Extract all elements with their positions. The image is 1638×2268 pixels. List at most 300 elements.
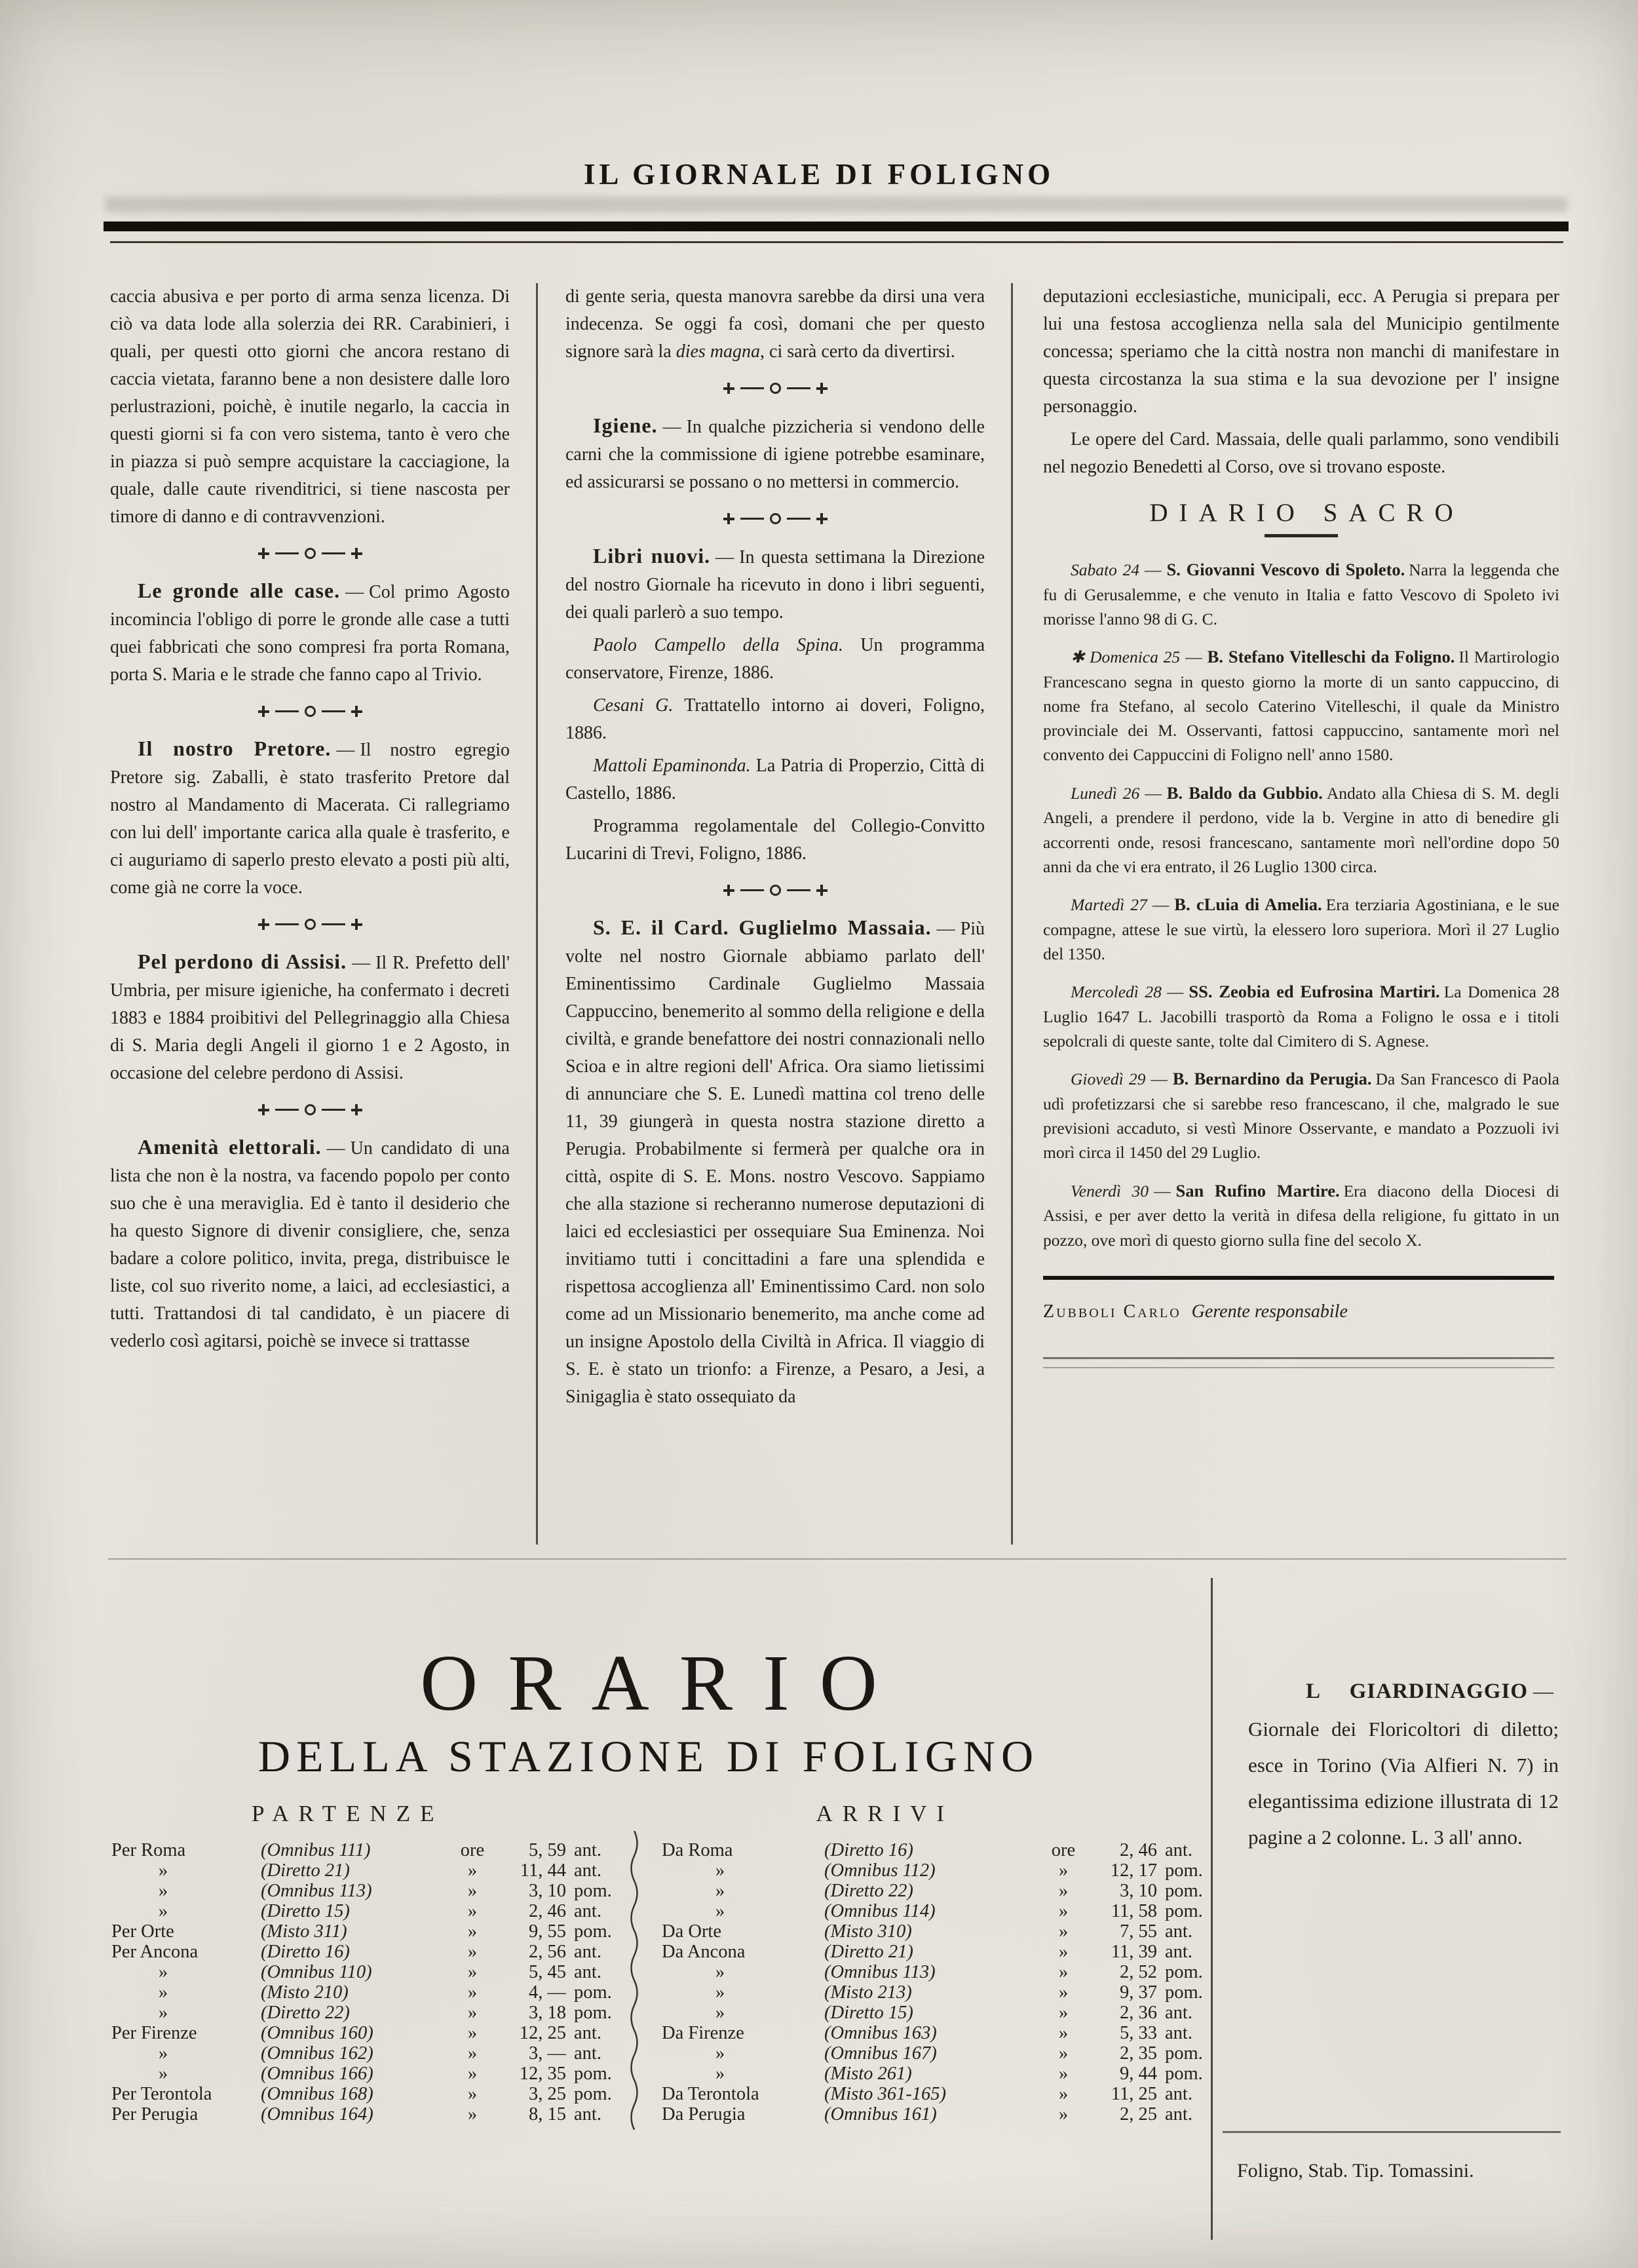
cell-destination: »	[715, 1860, 725, 1881]
gerente-name: Zubboli Carlo	[1043, 1301, 1181, 1322]
book-item	[565, 692, 985, 747]
cell-destination: »	[715, 1880, 725, 1901]
ornament-line	[275, 1109, 299, 1111]
cell-mark: »	[467, 1961, 478, 1982]
cell-suffix: pom.	[1165, 1982, 1203, 2003]
section-dash: —	[345, 582, 364, 602]
cell-time: 3, 18	[529, 2002, 566, 2023]
cell-mark: »	[467, 1982, 478, 2003]
book-item	[565, 632, 985, 687]
article-section	[110, 575, 510, 689]
table-row	[662, 2022, 1192, 2043]
article-section	[110, 1131, 510, 1355]
cell-destination: Da Terontola	[662, 2083, 759, 2104]
cell-train: (Diretto 21)	[824, 1941, 913, 1962]
cell-time: 3, 10	[1120, 1880, 1157, 1901]
cell-train: (Omnibus 164)	[261, 2104, 373, 2124]
section-ornament	[110, 706, 510, 717]
cell-mark: »	[467, 2043, 478, 2064]
cell-time: 9, 55	[529, 1921, 566, 1942]
cell-suffix: pom.	[574, 2063, 612, 2084]
table-row	[111, 2023, 611, 2043]
cell-suffix: ant.	[574, 2022, 601, 2043]
cell-suffix: pom.	[1165, 1900, 1203, 1921]
cell-train: (Diretto 16)	[261, 1941, 350, 1962]
cell-suffix: ant.	[1165, 1941, 1192, 1962]
cell-time: 11, 58	[1111, 1900, 1157, 1921]
diario-entry	[1043, 557, 1559, 631]
book-title: Trattatello intorno ai doveri, Foligno, 1886.	[565, 695, 985, 743]
column-3	[1011, 283, 1559, 1545]
section-dash: —	[336, 740, 355, 760]
article-continuation: deputazioni ecclesiastiche, municipali, ecc. A Perugia si prepara per lui una festosa accoglienza nella sala del Municipio gentilmente concessa; speriamo che la città nostra non manchi di manifestare in questa circostanza la sua stima e la sua devozione per l' insigne personaggio.	[1043, 286, 1559, 417]
cell-suffix: ant.	[574, 2043, 601, 2064]
diario-sacro-heading: DIARIO SACRO	[1149, 499, 1464, 527]
section-title: Il nostro Pretore.	[138, 737, 332, 760]
entry-title: B. Bernardino da Perugia.	[1172, 1069, 1372, 1089]
cell-suffix: ant.	[1165, 2002, 1192, 2023]
continuation-text: , ci sarà certo da divertirsi.	[760, 341, 955, 362]
cell-train: (Misto 310)	[824, 1921, 912, 1942]
cell-mark: ore	[460, 1839, 485, 1860]
cell-time: 5, 33	[1120, 2022, 1157, 2043]
article-paragraph: Le opere del Card. Massaia, delle quali parlammo, sono vendibili nel negozio Benedetti al Corso, ove si trovano esposte.	[1043, 429, 1559, 477]
cell-suffix: pom.	[1165, 1860, 1203, 1881]
ornament-line	[322, 1109, 345, 1111]
timetable-section	[111, 1639, 1203, 2124]
entry-day: Venerdì 30	[1071, 1181, 1149, 1201]
ornament-cross	[723, 513, 734, 524]
article-continuation	[565, 283, 985, 366]
cell-suffix: ant.	[574, 1941, 601, 1962]
entry-text: Era terziaria Agostiniana, e le sue compagne, attese le sue virtù, la elessero loro superiora. Morì il 27 Luglio del 1350.	[1043, 895, 1559, 963]
book-author: Mattoli Epaminonda.	[593, 756, 751, 776]
cell-train: (Omnibus 160)	[261, 2022, 373, 2043]
table-row	[662, 1961, 1203, 1982]
cell-suffix: pom.	[1165, 1880, 1203, 1901]
ornament-cross	[816, 885, 828, 896]
cell-time: 12, 35	[519, 2063, 566, 2084]
table-row	[111, 1860, 611, 1881]
entry-day: Lunedì 26	[1071, 783, 1140, 803]
entry-day: ✱ Domenica 25	[1071, 647, 1181, 667]
section-text: Col primo Agosto incomincia l'obligo di porre le gronde alle case a tutti quei fabbricati che sono compresi fra porta Romana, porta S. Maria e le strade che fanno capo al Trivio.	[110, 582, 510, 685]
ornament-line	[787, 889, 810, 891]
cell-train: (Omnibus 111)	[261, 1839, 371, 1860]
cell-mark: »	[1058, 2083, 1069, 2104]
cell-time: 12, 25	[519, 2022, 566, 2043]
cell-time: 3, 25	[529, 2083, 566, 2104]
cell-time: 7, 55	[1120, 1921, 1157, 1942]
table-row	[111, 2084, 611, 2104]
ornament-dot	[305, 1104, 316, 1115]
article-section	[565, 410, 985, 496]
cell-time: 2, 25	[1120, 2104, 1157, 2124]
cell-time: 5, 59	[529, 1839, 566, 1860]
article-section	[565, 912, 985, 1411]
section-dash: —	[326, 1138, 345, 1159]
book-item	[565, 752, 985, 807]
cell-train: (Misto 261)	[824, 2063, 912, 2084]
section-title: Amenità elettorali.	[138, 1135, 322, 1159]
ornament-cross	[351, 919, 362, 930]
ornament-line	[740, 387, 764, 389]
table-row	[111, 2043, 611, 2064]
cell-destination: »	[158, 1961, 168, 1982]
cell-suffix: pom.	[574, 2002, 612, 2023]
cell-train: (Diretto 21)	[261, 1860, 350, 1881]
entry-day: Sabato 24	[1071, 560, 1139, 579]
cell-suffix: ant.	[1165, 1921, 1192, 1942]
section-title: Pel perdono di Assisi.	[138, 950, 347, 973]
section-title: Libri nuovi.	[593, 544, 711, 567]
cell-train: (Misto 361-165)	[824, 2083, 947, 2104]
ornament-line	[787, 387, 810, 389]
section-text: Più volte nel nostro Giornale abbiamo parlato dell' Eminentissimo Cardinale Guglielmo Massaia Cappuccino, benemerito al sommo della religione e della civiltà, e grande benefattore dei nostri connazionali nello Scioa e in altre regioni dell' Africa. Ora siamo lietissimi di annunciare che S. E. Lunedì mattina col treno delle 11, 39 giungerà in questa nostra stazione diretto a Perugia. Probabilmente si fermerà per qualche ora in città, ospite di S. E. Mons. nostro Vescovo. Sappiamo che alla stazione si recheranno numerose deputazioni di laici ed ecclesiastici per ossequiare Sua Eminenza. Noi invitiamo tutti i concittadini a fare una splendida e rispettosa accoglienza all' Eminentissimo Card. non solo come ad un Missionario benemerito, ma anche come ad un insigne Apostolo della Civiltà in Africa. Il viaggio di S. E. è stato un trionfo: a Firenze, a Pesaro, a Jesi, a Sinigaglia è stato ossequiato da	[565, 919, 985, 1407]
entry-title: B. Stefano Vitelleschi da Foligno.	[1207, 647, 1455, 667]
section-text: Il R. Prefetto dell' Umbria, per misure igieniche, ha confermato i decreti 1883 e 1884 proibitivi del Pellegrinaggio alla Chiesa di S. Maria degli Angeli il giorno 1 e 2 Agosto, in occasione del celebre perdono di Assisi.	[110, 953, 510, 1083]
entry-title: B. cLuia di Amelia.	[1174, 894, 1322, 915]
ornament-cross	[351, 1104, 362, 1115]
ornament-cross	[351, 548, 362, 559]
ornament-dot	[305, 919, 316, 930]
cell-train: (Diretto 22)	[261, 2002, 350, 2023]
cell-suffix: pom.	[574, 1921, 612, 1942]
cell-suffix: pom.	[1165, 2063, 1203, 2084]
body-bottom-rule	[108, 1558, 1567, 1560]
ornament-dot	[305, 706, 316, 717]
cell-time: 3, 10	[529, 1880, 566, 1901]
cell-destination: Da Roma	[662, 1839, 733, 1860]
cell-destination: Da Firenze	[662, 2022, 744, 2043]
ornament-dot	[770, 383, 781, 394]
ornament-cross	[258, 1104, 269, 1115]
cell-mark: »	[467, 2083, 478, 2104]
section-ornament	[565, 513, 985, 524]
latin-phrase: dies magna	[676, 341, 761, 362]
cell-time: 11, 44	[520, 1860, 566, 1881]
section-ornament	[110, 1104, 510, 1115]
article-section	[110, 946, 510, 1087]
cell-destination: Per Perugia	[111, 2104, 199, 2124]
cell-destination: »	[158, 1860, 168, 1881]
cell-train: (Omnibus 162)	[261, 2043, 373, 2064]
table-row	[662, 1941, 1192, 1962]
section-title: Igiene.	[593, 413, 658, 437]
entry-text: Andato alla Chiesa di S. M. degli Angeli, a prendere il perdono, vide la b. Vergine in atto di benedire gli accorrenti onde, resosi francescano, santamente morì nell'ordine dopo 50 anni da che vi era entrato, il 26 Luglio 1300 circa.	[1043, 783, 1559, 876]
book-title: Programma regolamentale del Collegio-Convitto Lucarini di Trevi, Foligno, 1886.	[565, 816, 985, 864]
cell-time: 3, —	[529, 2043, 566, 2064]
cell-destination: »	[158, 2063, 168, 2084]
ad-text: Giornale dei Floricoltori di diletto; esce in Torino (Via Alfieri N. 7) in elegantissima edizione illustrata di 12 pagine a 2 colonne. L. 3 all' anno.	[1248, 1717, 1559, 1849]
cell-mark: »	[1058, 1860, 1069, 1881]
ornament-cross	[816, 513, 828, 524]
cell-time: 4, —	[529, 1982, 566, 2003]
cell-destination: Per Roma	[111, 1839, 186, 1860]
ornament-cross	[258, 548, 269, 559]
cell-destination: Da Ancona	[662, 1941, 746, 1962]
ornament-line	[740, 889, 764, 891]
cell-time: 2, 46	[529, 1900, 566, 1921]
cell-mark: »	[1058, 1982, 1069, 2003]
gerente-line	[1043, 1298, 1559, 1326]
imprint-line: Foligno, Stab. Tip. Tomassini.	[1237, 2160, 1474, 2182]
ornament-cross	[351, 706, 362, 717]
cell-train: (Omnibus 168)	[261, 2083, 373, 2104]
table-row	[662, 1880, 1203, 1901]
cell-mark: »	[1058, 2063, 1069, 2084]
ornament-cross	[258, 706, 269, 717]
article-section	[565, 540, 985, 626]
cell-destination: »	[715, 1961, 725, 1982]
section-ornament	[110, 919, 510, 930]
cell-mark: »	[467, 1900, 478, 1921]
cell-time: 2, 36	[1120, 2002, 1157, 2023]
table-row	[662, 1982, 1203, 2003]
cell-mark: ore	[1051, 1839, 1076, 1860]
diario-entry	[1043, 644, 1559, 767]
cell-suffix: ant.	[1165, 2083, 1192, 2104]
ornament-line	[275, 552, 299, 554]
cell-time: 11, 39	[1111, 1941, 1157, 1962]
section-text: In questa settimana la Direzione del nostro Giornale ha ricevuto in dono i libri seguenti, dei quali parlerò a suo tempo.	[565, 547, 985, 623]
cell-train: (Diretto 15)	[261, 1900, 350, 1921]
cell-destination: »	[158, 1900, 168, 1921]
table-row	[111, 1942, 611, 1962]
cell-destination: »	[158, 1982, 168, 2003]
cell-suffix: ant.	[574, 1860, 601, 1881]
entry-title: S. Giovanni Vescovo di Spoleto.	[1166, 560, 1405, 579]
section-text: Un candidato di una lista che non è la nostra, va facendo popolo per conto suo che è una meraviglia. Ed è tanto il desiderio che ha questo Signore di divenir consigliere, che, senza badare a colore politico, invita, prega, distribuisce le liste, col suo riverito nome, a laici, ad ecclesiastici, a tutti. Trattandosi di tal candidato, è un piacere di vederlo così agitarsi, poichè se invece si trattasse	[110, 1138, 510, 1351]
section-title: S. E. il Card. Guglielmo Massaia.	[593, 915, 932, 939]
book-title: La Patria di Properzio, Città di Castello, 1886.	[565, 756, 985, 803]
cell-destination: Per Orte	[111, 1921, 174, 1942]
table-row	[111, 2104, 611, 2124]
section-ornament	[110, 548, 510, 559]
section-ornament	[565, 383, 985, 394]
cell-destination: »	[715, 1900, 725, 1921]
arrivi-table	[662, 1839, 1203, 2124]
cell-mark: »	[467, 2063, 478, 2084]
column-1	[110, 283, 510, 1545]
ornament-line	[322, 923, 345, 925]
entry-day: Mercoledì 28	[1071, 982, 1162, 1002]
ornament-dot	[770, 513, 781, 524]
entry-text: La Domenica 28 Luglio 1647 L. Jacobilli trasportò da Roma a Foligno le ossa e i titoli sepolcrali di queste sante, tolte dal Cimitero di S. Agnese.	[1043, 982, 1559, 1051]
cell-mark: »	[467, 1941, 478, 1962]
cell-time: 2, 46	[1120, 1839, 1157, 1860]
cell-mark: »	[467, 1921, 478, 1942]
cell-suffix: ant.	[574, 2104, 601, 2124]
masthead-rule-shadow	[105, 197, 1567, 212]
section-dash: —	[352, 953, 371, 973]
cell-mark: »	[1058, 1941, 1069, 1962]
cell-time: 9, 37	[1120, 1982, 1157, 2003]
cell-suffix: ant.	[574, 1961, 601, 1982]
cell-train: (Omnibus 113)	[261, 1880, 372, 1901]
cell-destination: »	[715, 2002, 725, 2023]
table-row	[662, 1900, 1203, 1921]
cell-train: (Omnibus 167)	[824, 2043, 937, 2064]
gerente-rule	[1043, 1276, 1554, 1280]
cell-destination: Per Ancona	[111, 1941, 199, 1962]
ornament-cross	[723, 383, 734, 394]
cell-suffix: pom.	[1165, 1961, 1203, 1982]
ornament-cross	[723, 885, 734, 896]
book-author: Paolo Campello della Spina.	[593, 635, 843, 655]
entry-day: Martedì 27	[1071, 895, 1147, 915]
cell-suffix: pom.	[1165, 2043, 1203, 2064]
cell-suffix: pom.	[574, 1880, 612, 1901]
cell-time: 5, 45	[529, 1961, 566, 1982]
article-columns	[110, 283, 1561, 1545]
ornament-line	[322, 710, 345, 712]
masthead-rule-thin	[110, 241, 1563, 243]
cell-destination: »	[158, 1880, 168, 1901]
cell-suffix: pom.	[574, 2083, 612, 2104]
table-row	[111, 2003, 611, 2023]
gerente-role: Gerente responsabile	[1191, 1301, 1348, 1322]
cell-train: (Omnibus 114)	[824, 1900, 936, 1921]
diario-entry	[1043, 780, 1559, 879]
masthead-title: IL GIORNALE DI FOLIGNO	[583, 158, 1055, 191]
table-row	[111, 1901, 611, 1921]
book-item	[565, 813, 985, 868]
article-section	[110, 733, 510, 902]
cell-train: (Misto 213)	[824, 1982, 912, 2003]
cell-mark: »	[467, 2022, 478, 2043]
cell-destination: Da Perugia	[662, 2104, 746, 2124]
book-title: Un programma conservatore, Firenze, 1886.	[565, 635, 985, 683]
cell-time: 12, 17	[1110, 1860, 1157, 1881]
table-row	[111, 1881, 611, 1901]
arrivi-label: ARRIVI	[816, 1800, 955, 1826]
cell-mark: »	[1058, 1921, 1069, 1942]
ornament-dot	[770, 885, 781, 896]
book-author: Cesani G.	[593, 695, 674, 716]
entry-dash: —	[1144, 560, 1162, 579]
article-continuation: caccia abusiva e per porto di arma senza licenza. Di ciò va data lode alla solerzia dei RR. Carabinieri, i quali, per questi otto giorni che ancora restano di caccia vietata, faranno bene a non desistere dalle loro perlustrazioni, poichè, è inutile negarlo, la caccia in questi giorni si fa con vero sistema, tanto è vero che in piazza si può sempre acquistare la cacciagione, la quale, dalle caute rivenditrici, si tiene nascosta per timore di danno e di contravvenzioni.	[110, 286, 510, 527]
cell-suffix: ant.	[574, 1900, 601, 1921]
timetable-title: ORARIO	[420, 1639, 907, 1727]
continuation-text: di gente seria, questa manovra sarebbe da dirsi una vera indecenza. Se oggi fa così, domani che per questo signore sarà la	[565, 286, 985, 362]
ornament-line	[787, 518, 810, 520]
table-row	[111, 2064, 611, 2084]
section-dash: —	[936, 919, 955, 939]
cell-suffix: ant.	[1165, 2104, 1192, 2124]
ad-column-rule	[1211, 1578, 1213, 2240]
cell-suffix: pom.	[574, 1982, 612, 2003]
entry-dash: —	[1145, 783, 1162, 803]
diario-entry	[1043, 892, 1559, 966]
cell-mark: »	[1058, 2043, 1069, 2064]
partenze-table	[111, 1840, 611, 2124]
masthead-rule-thick	[104, 221, 1569, 231]
table-row	[662, 2002, 1192, 2023]
cell-time: 2, 52	[1120, 1961, 1157, 1982]
cell-mark: »	[1058, 2022, 1069, 2043]
cell-mark: »	[1058, 1900, 1069, 1921]
cell-mark: »	[1058, 2002, 1069, 2023]
cell-mark: »	[1058, 1961, 1069, 1982]
imprint-rule	[1223, 2131, 1561, 2133]
section-title: Le gronde alle case.	[138, 579, 341, 602]
entry-dash: —	[1166, 982, 1184, 1002]
entry-title: B. Baldo da Gubbio.	[1166, 782, 1323, 803]
cell-train: (Diretto 15)	[824, 2002, 913, 2023]
section-text: In qualche pizzicheria si vendono delle carni che la commissione di igiene potrebbe esaminare, ed assicurarsi se possano o no mettersi in commercio.	[565, 417, 985, 492]
cell-time: 2, 35	[1120, 2043, 1157, 2064]
entry-title: San Rufino Martire.	[1175, 1180, 1340, 1201]
ad-dash: —	[1533, 1680, 1553, 1702]
section-dash: —	[715, 547, 734, 567]
ornament-line	[275, 923, 299, 925]
table-row	[662, 1860, 1203, 1881]
cell-destination: Da Orte	[662, 1921, 721, 1942]
diario-entry	[1043, 1178, 1559, 1252]
cell-destination: »	[158, 2043, 168, 2064]
ornament-line	[322, 552, 345, 554]
entry-text: Il Martirologio Francescano segna in questo giorno la morte di un santo cappuccino, di nome fra Stefano, al secolo Caterino Vitelleschi, il quale da Ministro provinciale dei M. Osservanti, fattosi cappuccino, santamente morì nel convento dei Cappuccini di Foligno nell' anno 1580.	[1043, 647, 1560, 765]
table-row	[662, 2063, 1203, 2084]
cell-train: (Omnibus 166)	[261, 2063, 373, 2084]
cell-destination: »	[715, 2043, 725, 2064]
advertisement	[1248, 1672, 1559, 1855]
diario-entry	[1043, 979, 1559, 1053]
cell-train: (Misto 311)	[261, 1921, 347, 1942]
table-row	[662, 2083, 1192, 2104]
wavy-divider	[628, 1831, 641, 2139]
entry-dash: —	[1151, 1069, 1168, 1089]
cell-train: (Misto 210)	[261, 1982, 349, 2003]
cell-mark: »	[467, 1880, 478, 1901]
diario-entry	[1043, 1066, 1559, 1164]
entry-text: Da San Francesco di Paola udì profetizzarsi che si sarebbe reso francescano, il che, malgrado le sue previsioni accaduto, si vestì Minore Osservante, e mandato a Pozzuoli ivi morì circa il 1450 del 29 Luglio.	[1043, 1069, 1559, 1163]
cell-destination: »	[715, 2063, 725, 2084]
table-row	[662, 2104, 1192, 2124]
ad-paragraph	[1248, 1672, 1559, 1855]
cell-suffix: ant.	[1165, 2022, 1192, 2043]
entry-dash: —	[1153, 1181, 1171, 1201]
ad-title: L GIARDINAGGIO	[1306, 1680, 1528, 1703]
cell-mark: »	[1058, 1880, 1069, 1901]
entry-dash: —	[1185, 647, 1202, 667]
timetable-tables	[111, 1839, 1203, 2124]
timetable-labels	[111, 1801, 1186, 1827]
section-text: Il nostro egregio Pretore sig. Zaballi, è stato trasferito Pretore dal nostro al Mandamento di Macerata. Ci rallegriamo con lui dell' importante carica alla quale è trasferito, e ci auguriamo di saperlo presto elevato a posti più alti, come già ne corre la voce.	[110, 740, 510, 898]
table-row	[111, 1962, 611, 1982]
cell-time: 11, 25	[1111, 2083, 1157, 2104]
ornament-dot	[305, 548, 316, 559]
partenze-label: PARTENZE	[252, 1800, 444, 1826]
cell-train: (Omnibus 112)	[824, 1860, 936, 1881]
cell-destination: »	[158, 2002, 168, 2023]
cell-train: (Diretto 22)	[824, 1880, 913, 1901]
cell-time: 2, 56	[529, 1941, 566, 1962]
cell-train: (Omnibus 161)	[824, 2104, 937, 2124]
cell-destination: Per Terontola	[111, 2083, 212, 2104]
cell-train: (Diretto 16)	[824, 1839, 913, 1860]
cell-mark: »	[467, 2104, 478, 2124]
section-dash: —	[662, 417, 681, 437]
cell-mark: »	[1058, 2104, 1069, 2124]
entry-dash: —	[1152, 895, 1170, 915]
table-row	[662, 2043, 1203, 2064]
table-row	[662, 1839, 1192, 1860]
ornament-line	[275, 710, 299, 712]
cell-time: 8, 15	[529, 2104, 566, 2124]
entry-title: SS. Zeobia ed Eufrosina Martiri.	[1189, 982, 1440, 1002]
